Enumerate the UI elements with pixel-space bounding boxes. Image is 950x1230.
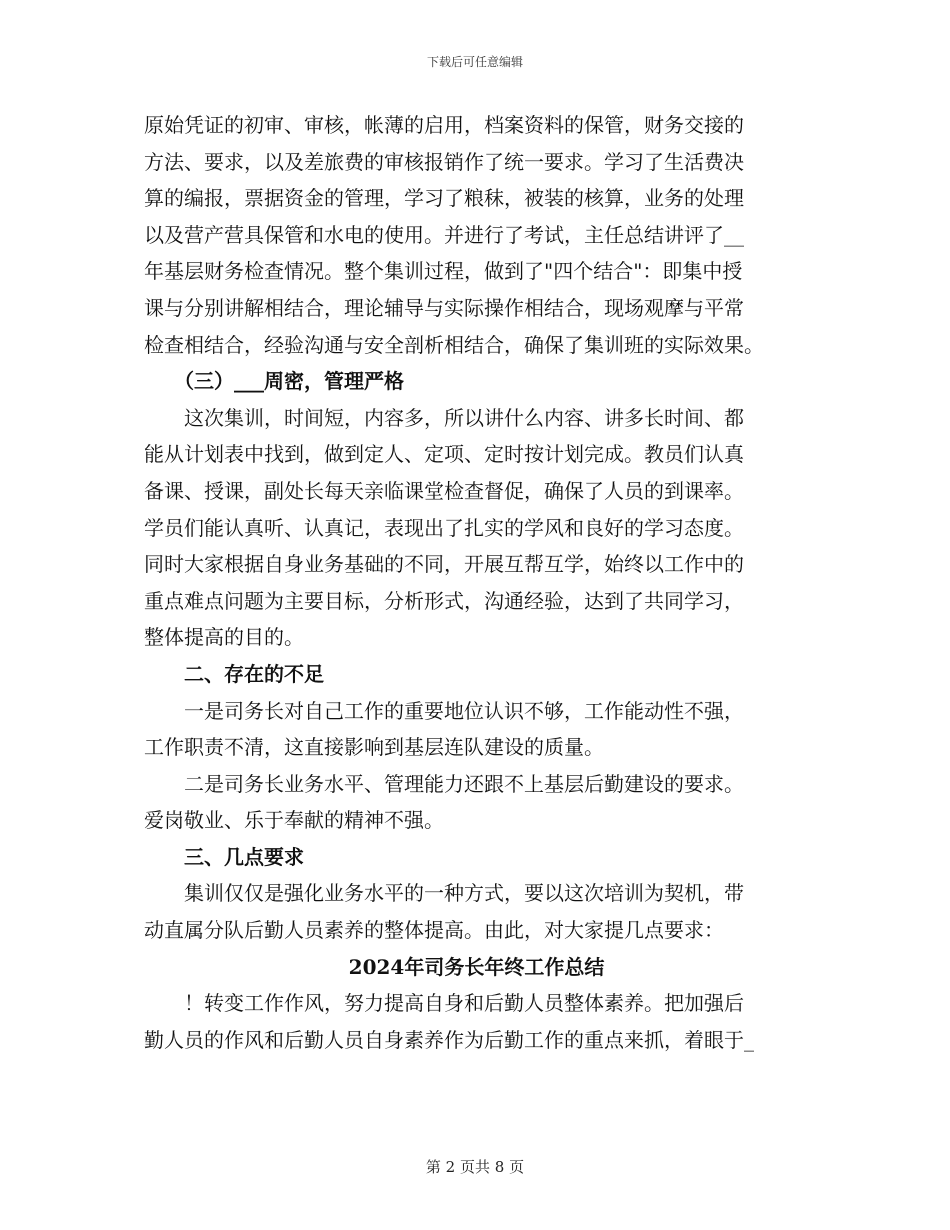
document-body [144, 107, 809, 1058]
text-line: 方法、要求，以及差旅费的审核报销作了统一要求。学习了生活费决 [144, 149, 744, 174]
text-line: 二是司务长业务水平、管理能力还跟不上基层后勤建设的要求。 [184, 771, 744, 796]
text-line: 课与分别讲解相结合，理论辅导与实际操作相结合，现场观摩与平常 [144, 295, 744, 320]
text-line: 能从计划表中找到，做到定人、定项、定时按计划完成。教员们认真 [144, 442, 744, 467]
text-line: 算的编报，票据资金的管理，学习了粮秣，被装的核算，业务的处理 [144, 186, 744, 211]
text-line: 一是司务长对自己工作的重要地位认识不够，工作能动性不强， [184, 698, 744, 723]
text-line: 这次集训，时间短，内容多，所以讲什么内容、讲多长时间、都 [184, 405, 744, 430]
section-heading-shortcomings: 二、存在的不足 [184, 661, 324, 686]
text-line: 集训仅仅是强化业务水平的一种方式，要以这次培训为契机，带 [184, 881, 744, 906]
text-line: 年基层财务检查情况。整个集训过程，做到了"四个结合"：即集中授 [144, 259, 743, 284]
text-line: 重点难点问题为主要目标，分析形式，沟通经验，达到了共同学习， [144, 588, 744, 613]
text-line: 工作职责不清，这直接影响到基层连队建设的质量。 [144, 735, 604, 760]
text-line: 以及营产营具保管和水电的使用。并进行了考试，主任总结讲评了__ [144, 222, 744, 247]
text-line: ！转变工作作风，努力提高自身和后勤人员整体素养。把加强后 [184, 991, 744, 1016]
text-line: 原始凭证的初审、审核，帐薄的启用，档案资料的保管，财务交接的 [144, 113, 744, 137]
text-line: 勤人员的作风和后勤人员自身素养作为后勤工作的重点来抓，着眼于_ [144, 1027, 754, 1052]
text-line: 检查相结合，经验沟通与安全剖析相结合，确保了集训班的实际效果。 [144, 332, 764, 357]
page-footer: 第 2 页共 8 页 [425, 1158, 525, 1176]
document-title: 2024年司务长年终工作总结 [348, 954, 605, 979]
section-heading-requirements: 三、几点要求 [184, 844, 304, 869]
text-line: 同时大家根据自身业务基础的不同，开展互帮互学，始终以工作中的 [144, 552, 744, 577]
page-header: 下载后可任意编辑 [426, 55, 523, 69]
text-line: 动直属分队后勤人员素养的整体提高。由此，对大家提几点要求： [144, 918, 724, 943]
text-line: 备课、授课，副处长每天亲临课堂检查督促，确保了人员的到课率。 [144, 478, 744, 503]
text-line: 学员们能认真听、认真记，表现出了扎实的学风和良好的学习态度。 [144, 515, 744, 540]
section-heading-3: （三）___周密，管理严格 [174, 369, 404, 394]
text-line: 整体提高的目的。 [144, 625, 304, 650]
text-line: 爱岗敬业、乐于奉献的精神不强。 [144, 808, 444, 833]
